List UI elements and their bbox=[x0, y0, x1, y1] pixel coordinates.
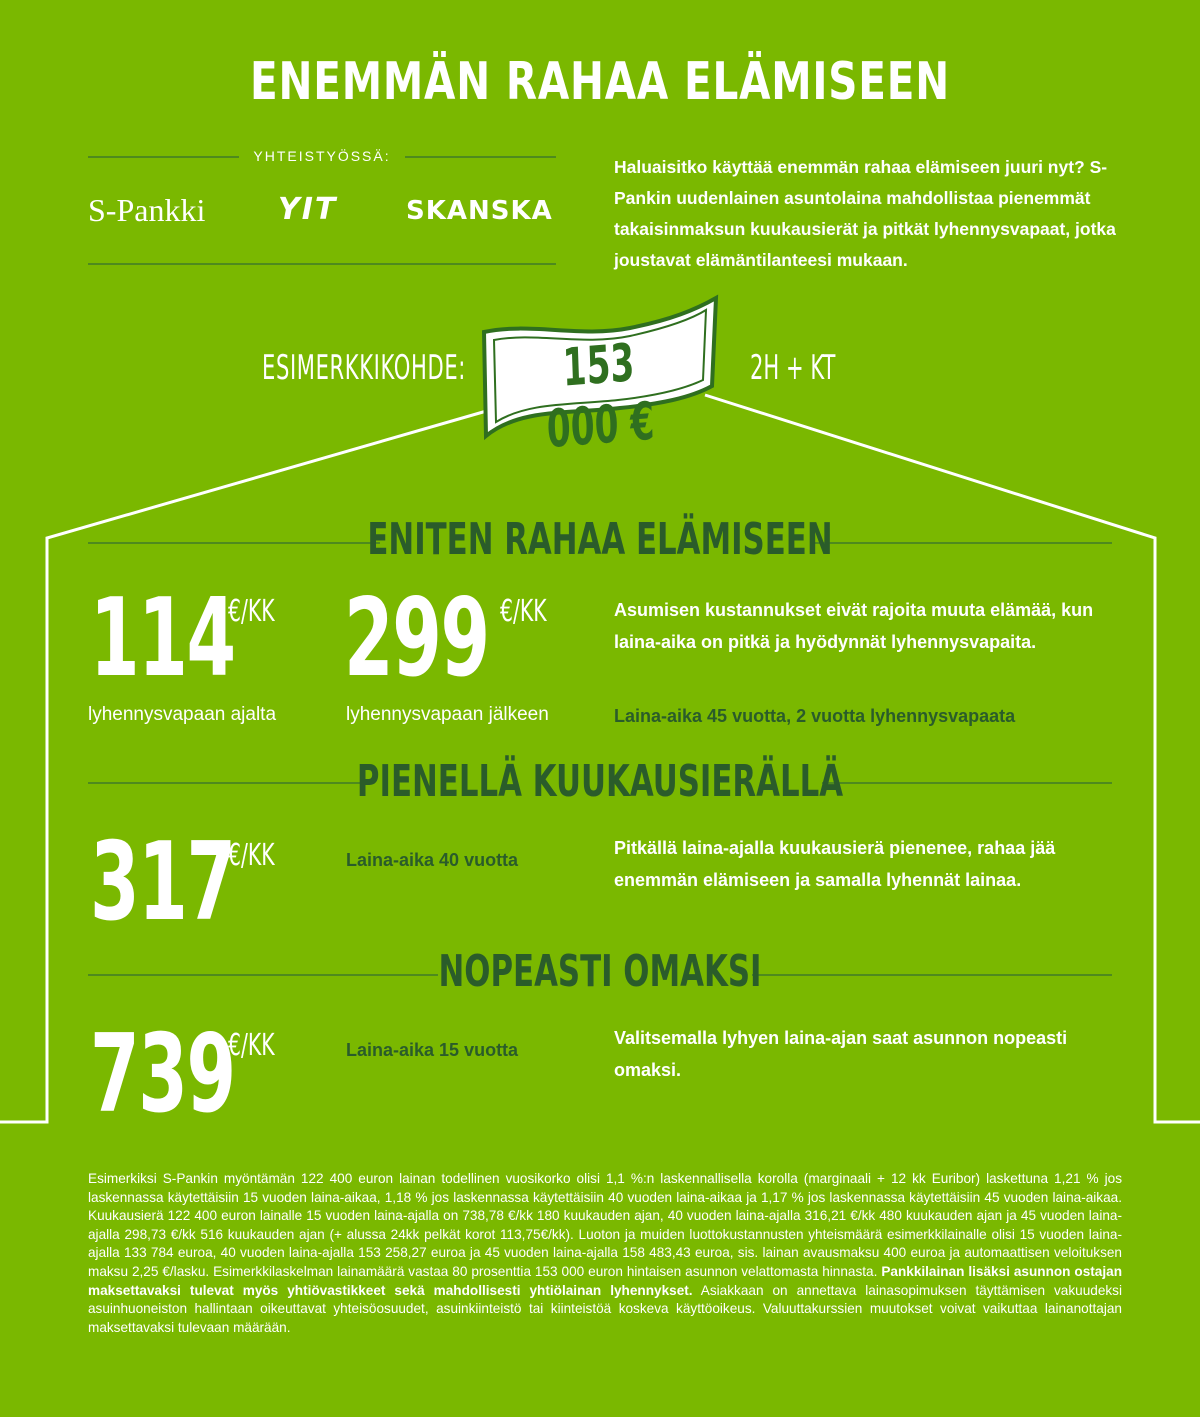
amount-114-unit: €/KK bbox=[228, 594, 275, 629]
example-rooms: 2H + KT bbox=[750, 348, 836, 388]
footnote-bold: Pankkilainan lisäksi asunnon ostajan maksettavaksi tulevat myös yhtiövastikkeet sekä mahdollisesti yhtiölainan lyhennykset. bbox=[88, 1263, 1122, 1298]
example-label: ESIMERKKIKOHDE: bbox=[262, 348, 467, 388]
amount-739: 739 bbox=[90, 1012, 235, 1137]
amount-299-caption: lyhennysvapaan jälkeen bbox=[346, 704, 549, 725]
section-1-description: Asumisen kustannukset eivät rajoita muuta elämää, kun laina-aika on pitkä ja hyödynnät lyhennysvapaita. bbox=[614, 600, 1094, 652]
partners-label: YHTEISTYÖSSÄ: bbox=[88, 148, 556, 164]
section-1-title: ENITEN RAHAA ELÄMISEEN bbox=[367, 514, 833, 565]
section-2-title: PIENELLÄ KUUKAUSIERÄLLÄ bbox=[356, 756, 844, 807]
section-2-description: Pitkällä laina-ajalla kuukausierä pienenee, rahaa jää enemmän elämiseen ja samalla lyhennät lainaa. bbox=[614, 838, 1056, 890]
section-2-term: Laina-aika 40 vuotta bbox=[346, 850, 519, 870]
section-3-description: Valitsemalla lyhyen laina-ajan saat asunnon nopeasti omaksi. bbox=[614, 1028, 1068, 1080]
example-price: 153 000 € bbox=[545, 333, 656, 461]
page-title: ENEMMÄN RAHAA ELÄMISEEN bbox=[250, 52, 950, 112]
amount-299-unit: €/KK bbox=[500, 594, 547, 629]
footnote-part-2: Asiakkaan on annettava lainasopimuksen täyttämisen vakuudeksi asuinhuoneiston hallintaan oikeuttavat yhteisöosuudet, asuinkiinteistö tai kiinteistöä koskeva käyttöoikeus. Valuuttakurssien muutokset voivat vaikuttaa lainanottajan maksettavaksi tulevaan määrään. bbox=[88, 1282, 1122, 1335]
intro-text: Haluaisitko käyttää enemmän rahaa elämiseen juuri nyt? S-Pankin uudenlainen asuntolaina mahdollistaa pienemmät takaisinmaksun kuukausierät ja pitkät lyhennysvapaat, jotka joustavat elämäntilanteesi mukaan. bbox=[614, 157, 1116, 270]
amount-114-caption: lyhennysvapaan ajalta bbox=[88, 704, 277, 725]
partners-bottom-divider bbox=[88, 263, 556, 265]
s-pankki-logo: S-Pankki bbox=[88, 192, 206, 228]
section-1-term: Laina-aika 45 vuotta, 2 vuotta lyhennysvapaata bbox=[614, 706, 1016, 726]
footnote-part-1: Esimerkiksi S-Pankin myöntämän 122 400 euron lainan todellinen vuosikorko olisi 1,1 %:n laskennallisella korolla (marginaali + 12 kk Euribor) laskettuna 1,21 % jos laskennassa käytettäisiin 15 vuoden laina-aikaa, 1,18 % jos laskennassa käytettäisiin 40 vuoden laina-aikaa ja 1,17 % jos laskennassa käytettäisiin 45 vuoden laina-aikaa. Kuukausierä 122 400 euron lainalle 15 vuoden laina-ajalla on 738,78 €/kk 180 kuukauden ajan, 40 vuoden laina-ajalla 316,21 €/kk 480 kuukauden ajan ja 45 vuoden laina-ajalla 298,73 €/kk 516 kuukauden ajan (+ alussa 24kk pelkät korot 113,75€/kk). Luoton ja muiden luottokustannusten yhteismäärä esimerkkilainalle olisi 15 vuoden laina-ajalla 133 784 euroa, 40 vuoden laina-ajalla 153 258,27 euroa ja 45 vuoden laina-ajalla 158 483,43 euroa, sis. lainan avausmaksu 400 euroa ja automaattisen veloituksen maksu 2,25 €/lasku. Esimerkkilaskelman lainamäärä vastaa 80 prosenttia 153 000 euron hintaisen asunnon velattomasta hinnasta. bbox=[88, 1171, 1122, 1279]
amount-299: 299 bbox=[344, 576, 489, 701]
amount-114: 114 bbox=[90, 576, 235, 701]
yit-logo: YIT bbox=[278, 192, 338, 227]
skanska-logo: SKANSKA bbox=[406, 196, 553, 226]
amount-739-unit: €/KK bbox=[228, 1028, 275, 1063]
section-3-term: Laina-aika 15 vuotta bbox=[346, 1040, 519, 1060]
footnote bbox=[88, 1170, 1122, 1337]
section-3-title: NOPEASTI OMAKSI bbox=[438, 946, 762, 997]
amount-317: 317 bbox=[90, 820, 235, 945]
amount-317-unit: €/KK bbox=[228, 838, 275, 873]
